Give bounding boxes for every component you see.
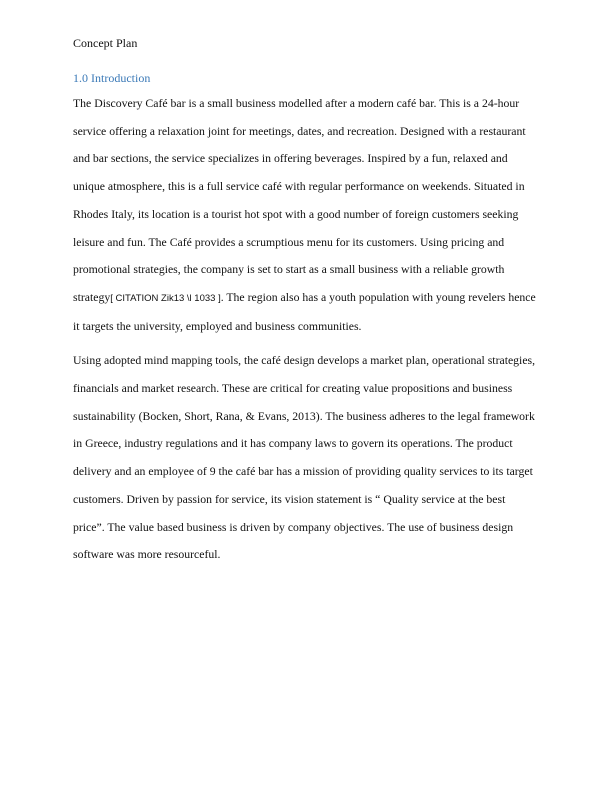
section-heading-introduction: 1.0 Introduction xyxy=(73,71,151,85)
paragraph-1-text-part-1: The Discovery Café bar is a small business modelled after a modern café bar. This is a 24-hour service offering a relaxation joint for meetings, dates, and recreation. Designed with a restaurant and bar sections, the service specializes in offering beverages. Inspired by a fun, relaxed and unique atmosphere, this is a full service café with regular performance on weekends. Situated in Rhodes Italy, its location is a tourist hot spot with a good number of foreign customers seeking leisure and fun. The Café provides a scrumptious menu for its customers. Using pricing and promotional strategies, the company is set to start as a small business with a reliable growth strategy xyxy=(73,97,526,304)
citation-field: [ CITATION Zik13 \l 1033 ] xyxy=(110,292,221,304)
introduction-paragraph-2: Using adopted mind mapping tools, the café design develops a market plan, operational strategies, financials and market research. These are critical for creating value propositions and business sustainability (Bocken, Short, Rana, & Evans, 2013). The business adheres to the legal framework in Greece, industry regulations and it has company laws to govern its operations. The product delivery and an employee of 9 the café bar has a mission of providing quality services to its target customers. Driven by passion for service, its vision statement is “ Quality service at the best price”. The value based business is driven by company objectives. The use of business design software was more resourceful. xyxy=(73,354,536,562)
page-content xyxy=(73,34,539,576)
document-header-title: Concept Plan xyxy=(73,36,138,50)
paragraph-1-text-part-2: . The region also has a youth population with young revelers hence it targets the university, employed and business communities. xyxy=(73,290,536,333)
introduction-paragraph-1 xyxy=(73,90,539,340)
